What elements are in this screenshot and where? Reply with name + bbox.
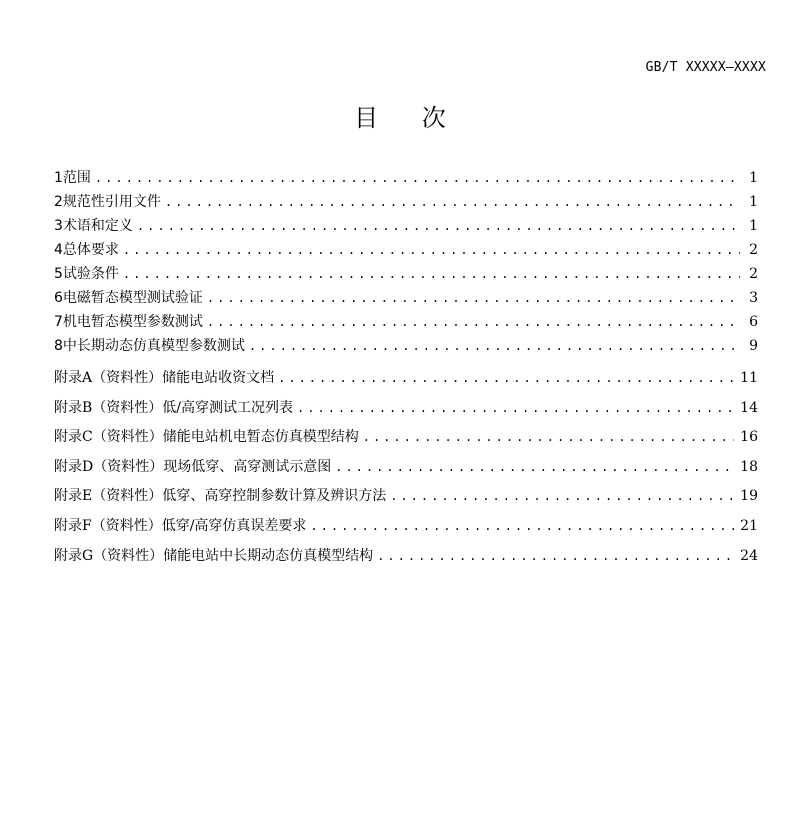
toc-leader-dots: [249, 334, 740, 358]
toc-entry-number: 3: [54, 218, 63, 234]
toc-leader-dots: [297, 394, 734, 424]
appendix-prefix: 附录C: [54, 429, 93, 446]
toc-leader-dots: [335, 453, 734, 483]
appendix-label: 低/高穿测试工况列表: [162, 399, 294, 416]
appendix-type: （资料性）: [91, 517, 162, 534]
toc-leader-dots: [377, 542, 734, 572]
toc-leader-dots: [95, 166, 740, 190]
appendix-type: （资料性）: [92, 370, 163, 386]
toc-entry-number: 1: [54, 170, 63, 186]
appendix-page: 11: [740, 370, 758, 386]
toc-entry-6[interactable]: [54, 286, 758, 310]
toc-entry-label: 机电暂态模型参数测试: [62, 314, 203, 330]
appendix-label: 储能电站中长期动态仿真模型结构: [163, 547, 374, 564]
toc-entry-page: 9: [749, 338, 758, 354]
appendix-label: 储能电站收资文档: [162, 370, 275, 386]
appendix-type: （资料性）: [92, 399, 163, 416]
toc-entry-page: 3: [749, 290, 758, 306]
toc-leader-dots: [207, 310, 740, 334]
toc-appendix-a[interactable]: [54, 364, 758, 394]
toc-entry-page: 2: [749, 242, 758, 258]
toc-leader-dots: [278, 364, 734, 394]
toc-entry-page: 6: [749, 314, 758, 330]
appendix-prefix: 附录F: [54, 517, 92, 534]
toc-leader-dots: [165, 190, 740, 214]
toc-entry-5[interactable]: [54, 262, 758, 286]
toc-entry-label: 规范性引用文件: [62, 194, 161, 210]
toc-entry-label: 范围: [62, 170, 91, 186]
toc-appendix-b[interactable]: [54, 394, 758, 424]
toc-entry-label: 电磁暂态模型测试验证: [62, 290, 203, 306]
toc-entry-number: 2: [54, 194, 63, 210]
appendix-prefix: 附录E: [54, 488, 93, 505]
toc-leader-dots: [137, 214, 740, 238]
page-title: 目 次: [354, 104, 464, 132]
appendix-label: 现场低穿、高穿测试示意图: [163, 458, 332, 475]
appendix-prefix: 附录A: [54, 370, 93, 386]
toc-entry-3[interactable]: [54, 214, 758, 238]
appendix-label: 储能电站机电暂态仿真模型结构: [162, 429, 359, 446]
toc-entry-number: 4: [54, 242, 63, 258]
toc-leader-dots: [123, 238, 740, 262]
appendix-page: 16: [740, 429, 758, 446]
toc-entry-2[interactable]: [54, 190, 758, 214]
toc-entry-page: 1: [749, 194, 758, 210]
standard-code: GB/T XXXXX—XXXX: [645, 60, 766, 75]
toc-leader-dots: [390, 482, 734, 512]
toc-entry-number: 7: [54, 314, 63, 330]
appendix-page: 14: [740, 399, 758, 416]
toc-appendix-g[interactable]: [54, 542, 758, 572]
table-of-contents: [54, 166, 758, 571]
appendix-prefix: 附录B: [54, 399, 93, 416]
appendix-prefix: 附录G: [54, 547, 94, 564]
appendix-type: （资料性）: [92, 429, 163, 446]
appendix-page: 21: [740, 517, 758, 534]
toc-appendix-d[interactable]: [54, 453, 758, 483]
toc-entry-number: 6: [54, 290, 63, 306]
toc-entry-8[interactable]: [54, 334, 758, 358]
toc-entry-1[interactable]: [54, 166, 758, 190]
appendix-type: （资料性）: [93, 458, 164, 475]
toc-entry-label: 术语和定义: [62, 218, 133, 234]
appendix-page: 19: [740, 488, 758, 505]
toc-entry-label: 试验条件: [62, 266, 119, 282]
toc-entry-label: 中长期动态仿真模型参数测试: [62, 338, 245, 354]
appendix-page: 18: [740, 458, 758, 475]
toc-leader-dots: [363, 423, 734, 453]
toc-appendix-f[interactable]: [54, 512, 758, 542]
toc-appendix-e[interactable]: [54, 482, 758, 512]
toc-entry-page: 1: [749, 218, 758, 234]
appendix-page: 24: [740, 547, 758, 564]
toc-entry-label: 总体要求: [62, 242, 119, 258]
toc-leader-dots: [310, 512, 734, 542]
toc-entry-page: 1: [749, 170, 758, 186]
appendix-label: 低穿、高穿控制参数计算及辨识方法: [162, 488, 387, 505]
toc-leader-dots: [123, 262, 740, 286]
toc-appendix-c[interactable]: [54, 423, 758, 453]
appendix-prefix: 附录D: [54, 458, 94, 475]
toc-entry-number: 5: [54, 266, 63, 282]
appendix-label: 低穿/高穿仿真误差要求: [161, 517, 307, 534]
toc-leader-dots: [207, 286, 740, 310]
toc-entry-page: 2: [749, 266, 758, 282]
appendix-type: （资料性）: [92, 488, 163, 505]
toc-entry-number: 8: [54, 338, 63, 354]
toc-entry-7[interactable]: [54, 310, 758, 334]
appendix-type: （资料性）: [93, 547, 164, 564]
toc-entry-4[interactable]: [54, 238, 758, 262]
